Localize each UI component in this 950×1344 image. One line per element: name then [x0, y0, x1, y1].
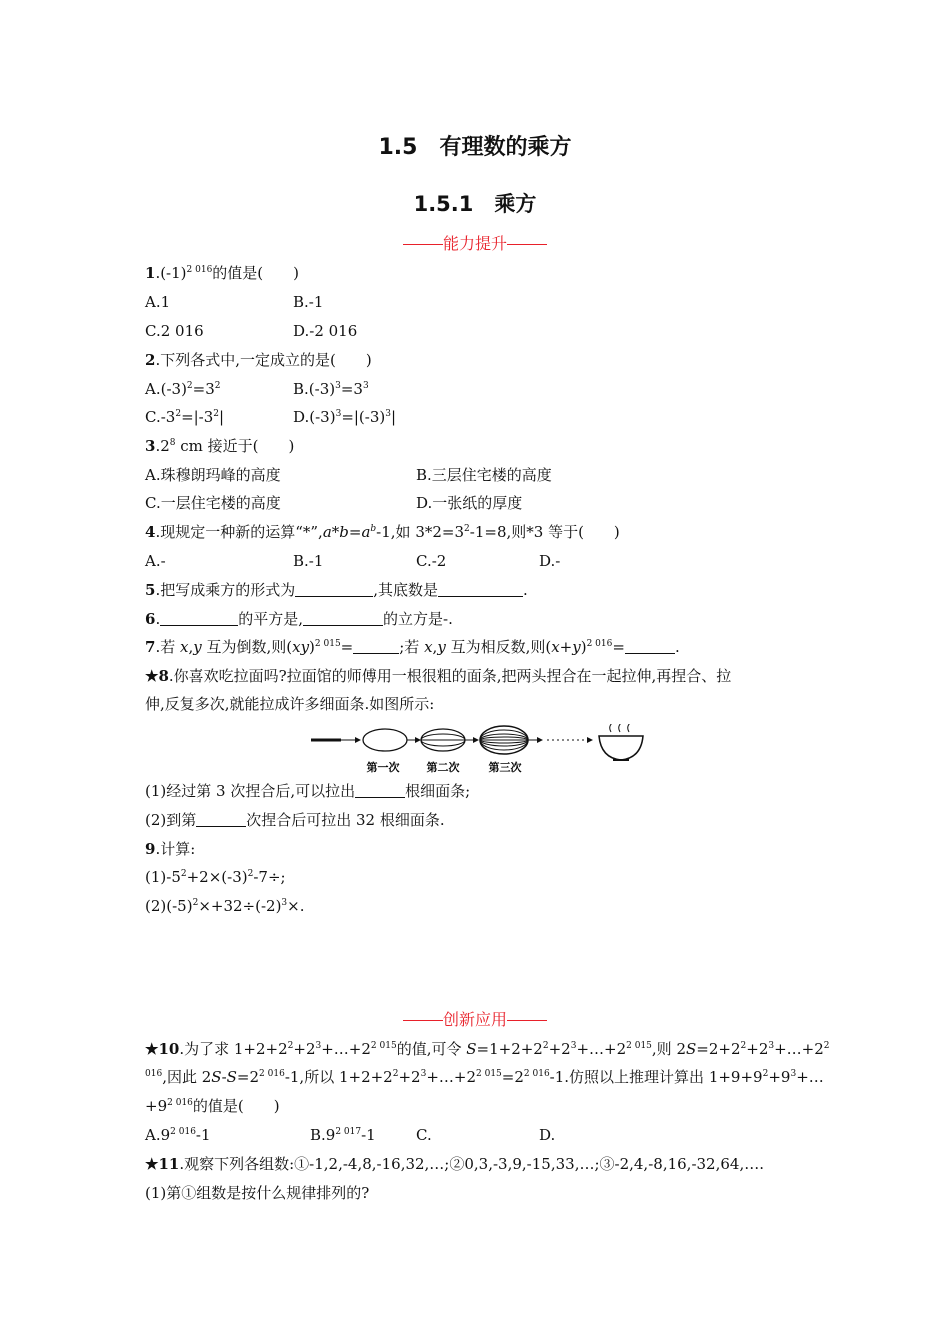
question-5: 5.把写成乘方的形式为 ,其底数是 .: [145, 581, 528, 599]
q10-option-d: D.: [539, 1126, 556, 1144]
question-7: 7.若 x,y 互为倒数,则(xy)$^{2 015}$= ;若 x,y 互为相反数,则$(x+y)^{2 016}=$ .: [145, 638, 680, 656]
answer-blank[interactable]: [303, 610, 383, 626]
q1-option-b: B.-1: [293, 293, 324, 311]
question-2: 2.下列各式中,一定成立的是( ): [145, 351, 372, 369]
answer-blank[interactable]: [295, 581, 373, 597]
question-10-cont2: $+9^{2 016}$的值是( ): [145, 1097, 280, 1115]
noodle-figure: [311, 724, 761, 774]
q10-option-a: $A.9^{2 016}-1$: [145, 1126, 211, 1144]
q11-part-1: (1)第①组数是按什么规律排列的?: [145, 1184, 370, 1202]
figure-label-1: 第一次: [366, 761, 400, 774]
answer-blank[interactable]: [355, 782, 405, 798]
figure-label-2: 第二次: [426, 761, 460, 774]
q3-option-c: C.一层住宅楼的高度: [145, 494, 281, 512]
arrow-head: [537, 737, 543, 743]
q2-option-a: $A.(-3)^2=3^2$: [145, 380, 221, 398]
question-3: $3.2^8$ cm 接近于( ): [145, 437, 295, 455]
q10-option-c: C.: [416, 1126, 432, 1144]
q2-option-b: $B.(-3)^3=3^3$: [293, 380, 369, 398]
question-1: $1.(-1)^{2 016}$的值是( ): [145, 264, 300, 282]
page-subtitle: 1.5.1 乘方: [413, 192, 537, 216]
arrow-head: [415, 737, 421, 743]
question-8: ★8.你喜欢吃拉面吗?拉面馆的师傅用一根很粗的面条,把两头捏合在一起拉伸,再捏合、拉: [145, 667, 732, 685]
q9-part-1: $(1)-5^2+2\times(-3)^2-7\div$;: [145, 868, 286, 886]
q3-option-d: D.一张纸的厚度: [416, 494, 523, 512]
question-10-cont: $^{016}$,因此 $2S-S=2^{2 016}-1$,所以 $1+2+2^2+2^3+\dots+2^{2 015}=2^{2 016}-1$.仿照以上推理计算出 $1+9+9^2+9^3+\dots$: [145, 1068, 824, 1086]
q3-option-b: B.三层住宅楼的高度: [416, 466, 552, 484]
q9-part-2: $(2)(-5)^2\times+32\div(-2)^3\times$.: [145, 897, 305, 915]
q2-option-d: $D.(-3)^3=|(-3)^3|$: [293, 408, 397, 426]
answer-blank[interactable]: [160, 610, 238, 626]
q4-option-a: A.-: [145, 552, 166, 570]
q1-option-c: C.2 016: [145, 322, 204, 340]
figure-label-3: 第三次: [488, 761, 522, 774]
arrow-head: [473, 737, 479, 743]
question-10: ★10.为了求 $1+2+2^2+2^3+\dots+2^{2 015}$的值,可令 $S=1+2+2^2+2^3+\dots+2^{2 015}$,则 $2S=2+2^2+2^3+\dots+2^2$: [145, 1040, 830, 1058]
section-header-ability: 能力提升: [0, 231, 950, 254]
q10-option-b: $B.9^{2 017}-1$: [310, 1126, 376, 1144]
q8-part-1: (1)经过第 3 次捏合后,可以拉出 根细面条;: [145, 782, 471, 800]
section-header-innovation: 创新应用: [0, 1007, 950, 1030]
question-4: 4.现规定一种新的运算“$*”,a*b=a^b-1$,如 $3*2=3^2-1=8$,则*3 等于( ): [145, 523, 620, 541]
question-8-cont: 伸,反复多次,就能拉成许多细面条.如图所示:: [145, 695, 435, 713]
noodle-bowl-icon: [599, 736, 643, 760]
page-title: 1.5 有理数的乘方: [378, 135, 572, 160]
question-9: 9.计算:: [145, 840, 196, 858]
q4-option-d: D.-: [539, 552, 561, 570]
answer-blank[interactable]: [625, 638, 675, 654]
answer-blank[interactable]: [353, 638, 399, 654]
answer-blank[interactable]: [438, 581, 523, 597]
arrow-head: [355, 737, 361, 743]
q3-option-a: A.珠穆朗玛峰的高度: [145, 466, 281, 484]
q4-option-b: B.-1: [293, 552, 324, 570]
question-6: 6. 的平方是, 的立方是-.: [145, 610, 453, 628]
arrow-head: [587, 737, 593, 743]
answer-blank[interactable]: [196, 811, 246, 827]
question-11: ★11.观察下列各组数:①-1,2,-4,8,-16,32,…;②0,3,-3,9,-15,33,…;③-2,4,-8,16,-32,64,….: [145, 1155, 764, 1173]
q1-option-d: D.-2 016: [293, 322, 358, 340]
q2-option-c: $C.-3^2=|-3^2|$: [145, 408, 225, 426]
q8-part-2: (2)到第 次捏合后可拉出 32 根细面条.: [145, 811, 445, 829]
noodle-loop-1: [363, 729, 407, 751]
q4-option-c: C.-2: [416, 552, 447, 570]
q1-option-a: A.1: [145, 293, 171, 311]
